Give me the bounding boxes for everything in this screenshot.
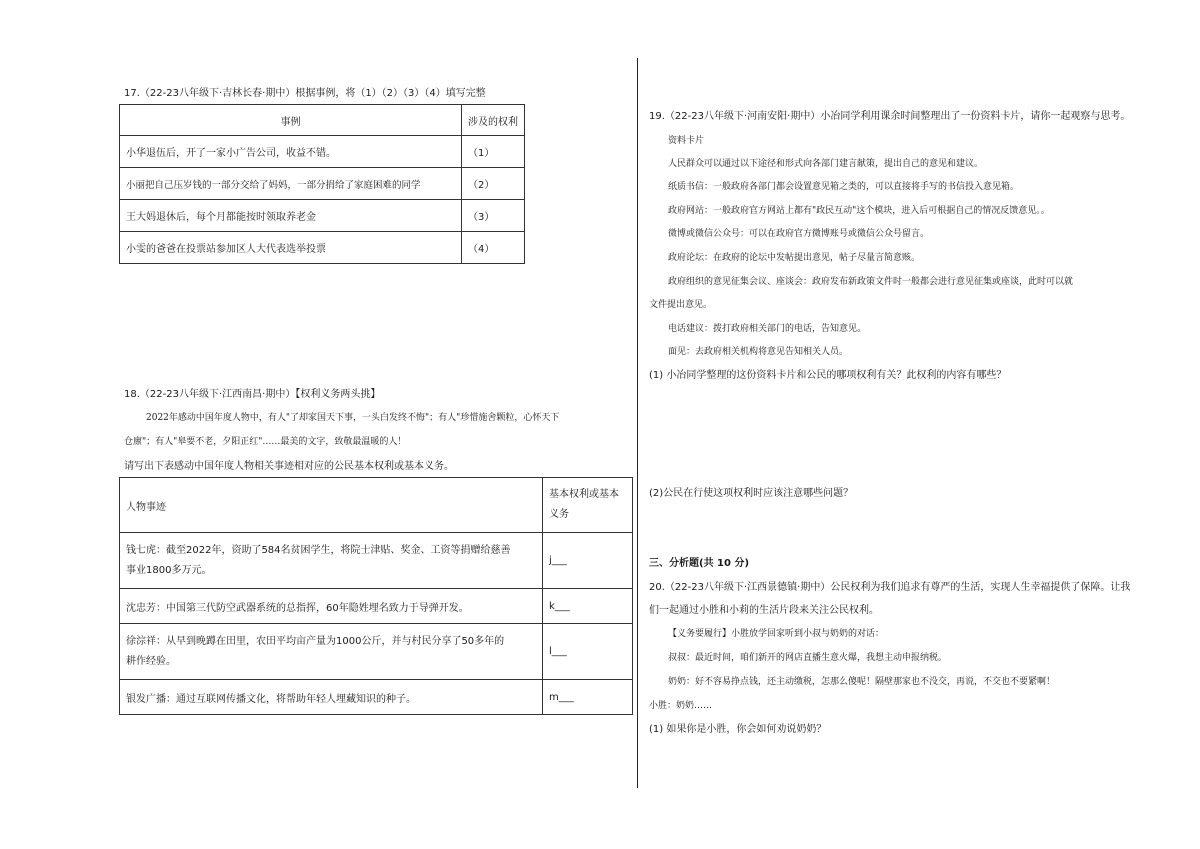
table-row: [120, 200, 525, 232]
table-row: [120, 168, 525, 200]
q18-header-right-line1: 基本权利或基本: [549, 489, 619, 500]
table-row: [120, 533, 633, 589]
table-row: [120, 680, 633, 715]
q18-deed-line1: 徐淙祥：从早到晚蹲在田里，农田平均亩产量为1000公斤，并与村民分享了50多年的: [126, 635, 505, 647]
q18-passage-line2: 仓廪"；有人"皋要不老，夕阳正红"……最美的文字，致敬最温暖的人！: [124, 437, 407, 447]
q17-title: 17.（22-23八年级下·吉林长春·期中）根据事例，将（1）（2）（3）（4）填写完整: [124, 88, 486, 99]
q18-deed-line2: 事业1800多万元。: [126, 564, 212, 576]
q19-card-line: 文件提出意见。: [649, 300, 713, 310]
q20-title-line2: 们一起通过小胜和小莉的生活片段来关注公民权利。: [649, 605, 879, 616]
q18-table: [119, 477, 633, 715]
q19-card-line: 微博或微信公众号：可以在政府官方微博账号或微信公众号留言。: [668, 229, 930, 239]
q17-header-example: 事例: [120, 105, 462, 136]
q17-example: 王大妈退休后，每个月都能按时领取养老金: [120, 200, 462, 232]
q18-header-deeds: 人物事迹: [120, 478, 543, 533]
table-row: [120, 232, 525, 264]
q18-deed: 沈忠芳：中国第三代防空武器系统的总指挥，60年隐姓埋名致力于导弹开发。: [120, 589, 543, 624]
q19-sub1: (1) 小冶同学整理的这份资料卡片和公民的哪项权利有关？此权利的内容有哪些？: [649, 370, 1007, 381]
q18-deed: 银发广播：通过互联网传播文化，将帮助年轻人埋藏知识的种子。: [120, 680, 543, 715]
q19-card-line: 纸质书信：一般政府各部门都会设置意见箱之类的，可以直接将手写的书信投入意见箱。: [668, 182, 1020, 192]
q19-card-line: 人民群众可以通过以下途径和形式向各部门建言献策，提出自己的意见和建议。: [668, 159, 984, 169]
q20-dialog-line: 奶奶：好不容易挣点钱，还主动缴税，怎那么傻呢！隔壁那家也不没交，再说，不交也不要紧啊！: [668, 677, 1056, 687]
q17-example: 小丽把自己压岁钱的一部分交给了妈妈，一部分捐给了家庭困难的同学: [120, 168, 462, 200]
table-row: [120, 589, 633, 624]
q19-card-title: 资料卡片: [668, 136, 705, 146]
section-3-heading: 三、分析题(共 10 分): [649, 558, 750, 569]
q17-example: 小雯的爸爸在投票站参加区人大代表选举投票: [120, 232, 462, 264]
q19-card-line: 面见：去政府相关机构将意见告知相关人员。: [668, 347, 849, 357]
q17-right: （1）: [462, 136, 525, 168]
q20-dialog-line: 小胜：奶奶……: [649, 701, 713, 711]
q19-card-line: 政府论坛：在政府的论坛中发帖提出意见，帖子尽量言简意赅。: [668, 253, 921, 263]
q17-right: （2）: [462, 168, 525, 200]
q18-deed-line1: 钱七虎：截至2022年，资助了584名贫困学生，将院士津贴、奖金、工资等捐赠给慈善: [126, 544, 511, 556]
q18-title: 18.（22-23八年级下·江西南昌·期中）【权利义务两头挑】: [124, 389, 381, 400]
q18-answer-blank[interactable]: l___: [543, 624, 633, 680]
q19-card-line: 电话建议：拨打政府相关部门的电话，告知意见。: [668, 324, 867, 334]
q18-deed-line2: 耕作经验。: [126, 655, 176, 667]
q18-answer-blank[interactable]: j___: [543, 533, 633, 589]
q20-sub1: (1) 如果你是小胜，你会如何劝说奶奶？: [649, 724, 827, 735]
q17-header-right: 涉及的权利: [462, 105, 525, 136]
q18-deed: [120, 624, 543, 680]
q18-answer-blank[interactable]: k___: [543, 589, 633, 624]
q20-dialog-line: 叔叔：最近时间，咱们新开的网店直播生意火爆，我想主动申报纳税。: [668, 653, 948, 663]
q17-table: [119, 104, 525, 264]
table-row: [120, 624, 633, 680]
q19-card-line: 政府网站：一般政府官方网站上都有"政民互动"这个模块，进入后可根据自己的情况反馈意见。。: [668, 206, 1050, 216]
q17-right: （4）: [462, 232, 525, 264]
column-divider: [637, 58, 638, 788]
q19-card-line: 政府组织的意见征集会议、座谈会：政府发布新政策文件时一般都会进行意见征集或座谈，此时可以就: [668, 277, 1074, 287]
q18-instruction: 请写出下表感动中国年度人物相关事迹相对应的公民基本权利或基本义务。: [124, 461, 454, 472]
q20-title-line1: 20.（22-23八年级下·江西景德镇·期中）公民权利为我们追求有尊严的生活，实现人生幸福提供了保障。让我: [649, 582, 1131, 593]
q20-dialog-line: 【义务要履行】小胜放学回家听到小叔与奶奶的对话：: [668, 629, 885, 639]
q18-passage-line1: 2022年感动中国年度人物中，有人"了却家国天下事，一头白发终不悔"；有人"珍惜施舍颗粒，心怀天下: [146, 413, 560, 423]
q18-deed: [120, 533, 543, 589]
q17-right: （3）: [462, 200, 525, 232]
q18-header-right: [543, 478, 633, 533]
table-row: [120, 136, 525, 168]
q18-answer-blank[interactable]: m___: [543, 680, 633, 715]
q17-example: 小华退伍后，开了一家小广告公司，收益不错。: [120, 136, 462, 168]
q19-sub2: (2)公民在行使这项权利时应该注意哪些问题？: [649, 488, 854, 499]
q19-title: 19.（22-23八年级下·河南安阳·期中）小冶同学利用课余时间整理出了一份资料卡片，请你一起观察与思考。: [649, 111, 1131, 122]
q18-header-right-line2: 义务: [549, 509, 569, 520]
